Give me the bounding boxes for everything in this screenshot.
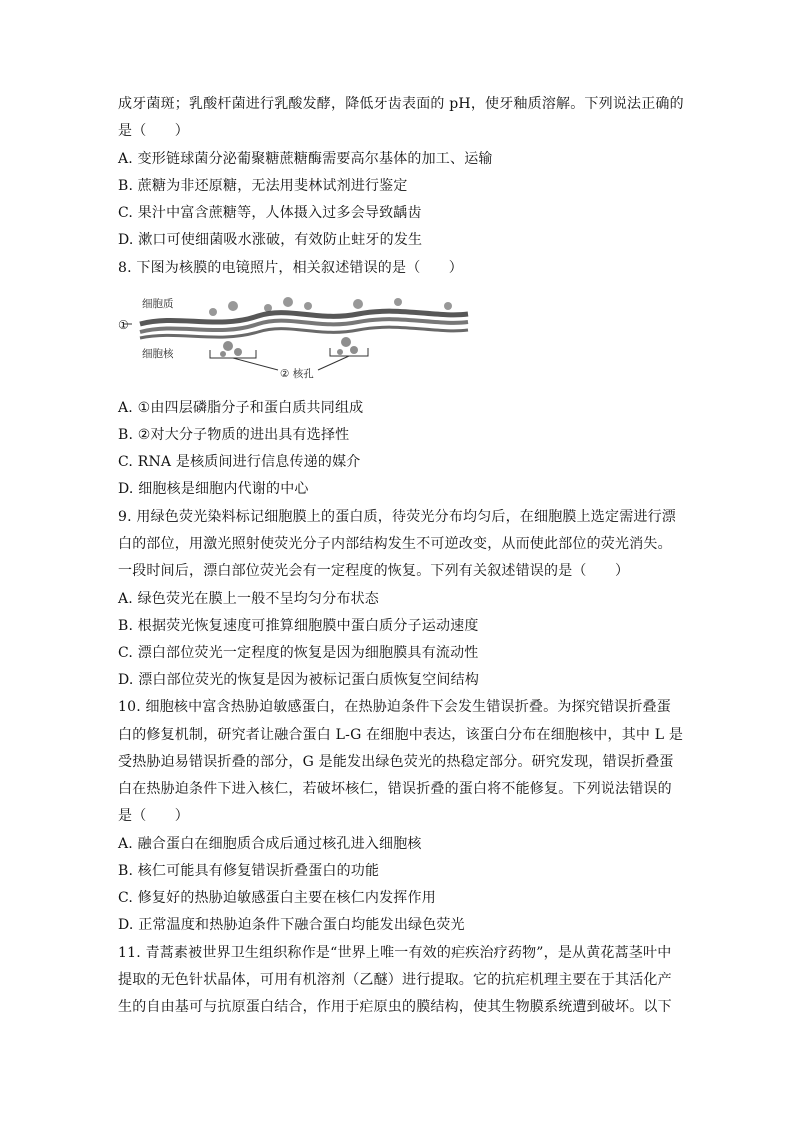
option-d: D. 漂白部位荧光的恢复是因为被标记蛋白质恢复空间结构 — [118, 672, 480, 688]
question-9: 9. 用绿色荧光染料标记细胞膜上的蛋白质，待荧光分布均匀后，在细胞膜上选定需进行漂 — [118, 509, 677, 525]
label-nucleus: 细胞核 — [142, 348, 174, 360]
option-a: A. 融合蛋白在细胞质合成后通过核孔进入细胞核 — [118, 836, 422, 852]
option-d: D. 细胞核是细胞内代谢的中心 — [118, 481, 309, 497]
text-line: 一段时间后，漂白部位荧光会有一定程度的恢复。下列有关叙述错误的是（ ） — [118, 563, 630, 579]
option-b: B. 核仁可能具有修复错误折叠蛋白的功能 — [118, 863, 380, 879]
option-d: D. 正常温度和热胁迫条件下融合蛋白均能发出绿色荧光 — [118, 917, 465, 933]
question-11: 11. 青蒿素被世界卫生组织称作是“世界上唯一有效的疟疾治疗药物”，是从黄花蒿茎叶中 — [118, 945, 672, 961]
option-b: B. 根据荧光恢复速度可推算细胞膜中蛋白质分子运动速度 — [118, 618, 479, 634]
option-c: C. RNA 是核质间进行信息传递的媒介 — [118, 454, 361, 470]
option-c: C. 果汁中富含蔗糖等，人体摄入过多会导致龋齿 — [118, 205, 422, 221]
label-cytoplasm: 细胞质 — [142, 298, 174, 310]
text-line: 白的部位，用激光照射使荧光分子内部结构发生不可逆改变，从而使此部位的荧光消失。 — [118, 536, 672, 552]
question-10: 10. 细胞核中富含热胁迫敏感蛋白，在热胁迫条件下会发生错误折叠。为探究错误折叠蛋 — [118, 699, 671, 715]
text-line: 是（ ） — [118, 808, 189, 824]
option-a: A. ①由四层磷脂分子和蛋白质共同组成 — [118, 400, 364, 416]
label-marker-1: ① — [118, 318, 129, 332]
nuclear-envelope-micrograph — [118, 292, 478, 382]
text-line: 白的修复机制，研究者让融合蛋白 L-G 在细胞中表达，该蛋白分布在细胞核中，其中 L 是 — [118, 727, 684, 743]
text-line: 提取的无色针状晶体，可用有机溶剂（乙醚）进行提取。它的抗疟机理主要在于其活化产 — [118, 972, 672, 988]
question-8: 8. 下图为核膜的电镜照片，相关叙述错误的是（ ） — [118, 260, 464, 276]
text-line: 生的自由基可与抗原蛋白结合，作用于疟原虫的膜结构，使其生物膜系统遭到破坏。以下 — [118, 999, 672, 1015]
option-b: B. 蔗糖为非还原糖，无法用斐林试剂进行鉴定 — [118, 178, 408, 194]
option-c: C. 修复好的热胁迫敏感蛋白主要在核仁内发挥作用 — [118, 890, 436, 906]
option-c: C. 漂白部位荧光一定程度的恢复是因为细胞膜具有流动性 — [118, 645, 479, 661]
text-line: 成牙菌斑；乳酸杆菌进行乳酸发酵，降低牙齿表面的 pH，使牙釉质溶解。下列说法正确的 — [118, 96, 684, 112]
micrograph-image — [118, 292, 478, 382]
text-line: 白在热胁迫条件下进入核仁，若破坏核仁，错误折叠的蛋白将不能修复。下列说法错误的 — [118, 781, 672, 797]
option-b: B. ②对大分子物质的进出具有选择性 — [118, 427, 350, 443]
label-nuclear-pore: ② 核孔 — [280, 368, 314, 380]
text-line: 是（ ） — [118, 123, 189, 139]
option-a: A. 变形链球菌分泌葡聚糖蔗糖酶需要高尔基体的加工、运输 — [118, 151, 493, 167]
option-d: D. 漱口可使细菌吸水涨破，有效防止蛀牙的发生 — [118, 232, 423, 248]
text-line: 受热胁迫易错误折叠的部分，G 是能发出绿色荧光的热稳定部分。研究发现，错误折叠蛋 — [118, 754, 674, 770]
option-a: A. 绿色荧光在膜上一般不呈均匀分布状态 — [118, 591, 380, 607]
